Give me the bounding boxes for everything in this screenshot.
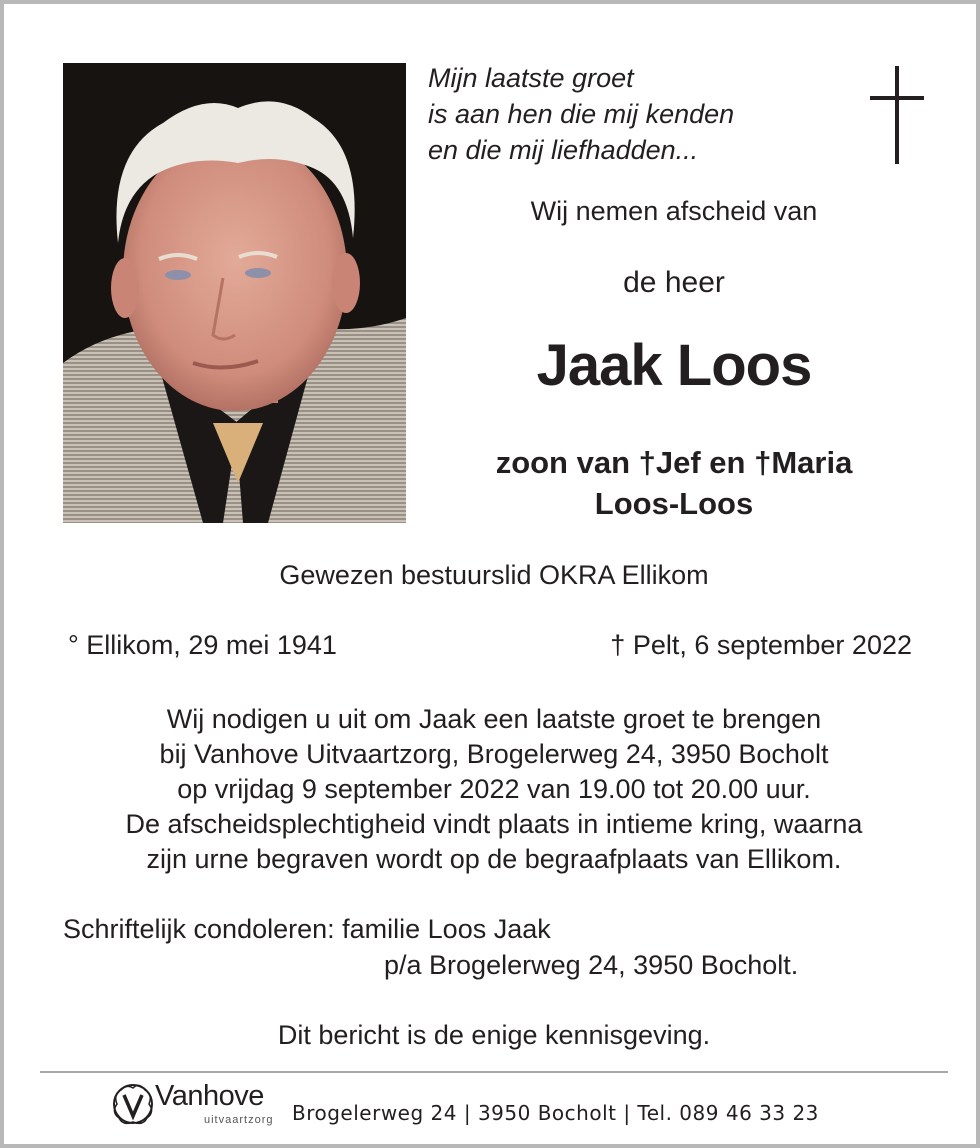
invitation-line: op vrijdag 9 september 2022 van 19.00 tot 20.00 uur. <box>177 774 811 804</box>
former-role: Gewezen bestuurslid OKRA Ellikom <box>279 560 709 590</box>
poem-line: is aan hen die mij kenden <box>428 99 735 129</box>
poem-line: Mijn laatste groet <box>428 63 634 93</box>
memorial-poem <box>428 60 848 168</box>
portrait-illustration <box>63 63 406 523</box>
birth-info: ° Ellikom, 29 mei 1941 <box>68 630 337 660</box>
death-info: † Pelt, 6 september 2022 <box>610 630 912 660</box>
parents-line: zoon van †Jef en †Maria <box>495 445 853 480</box>
invitation-line: zijn urne begraven wordt op de begraafplaats van Ellikom. <box>146 844 842 874</box>
intro-text: Wij nemen afscheid van <box>530 196 818 226</box>
footer-address: Brogelerweg 24 | 3950 Bocholt | Tel. 089 46 33 23 <box>292 1101 819 1125</box>
portrait-photo <box>63 63 406 523</box>
notice-text: Dit bericht is de enige kennisgeving. <box>277 1020 711 1050</box>
condolence-line: Schriftelijk condoleren: familie Loos Jaak <box>63 914 551 944</box>
vanhove-emblem-icon <box>109 1080 157 1128</box>
logo-name: Vanhove <box>155 1080 264 1112</box>
poem-line: en die mij liefhadden... <box>428 135 699 165</box>
invitation-text <box>34 702 954 877</box>
cross-icon <box>866 66 928 164</box>
parents-line: Loos-Loos <box>594 486 754 521</box>
deceased-name: Jaak Loos <box>536 333 812 398</box>
invitation-line: bij Vanhove Uitvaartzorg, Brogelerweg 24, 3950 Bocholt <box>159 739 829 769</box>
logo-subtitle: uitvaartzorg <box>204 1114 274 1126</box>
condolence-address: p/a Brogelerweg 24, 3950 Bocholt. <box>384 950 799 980</box>
footer-divider <box>40 1071 948 1073</box>
vanhove-logo <box>109 1078 289 1134</box>
invitation-line: Wij nodigen u uit om Jaak een laatste groet te brengen <box>166 704 822 734</box>
parents <box>444 442 904 524</box>
honorific: de heer <box>623 266 725 299</box>
invitation-line: De afscheidsplechtigheid vindt plaats in intieme kring, waarna <box>125 809 863 839</box>
